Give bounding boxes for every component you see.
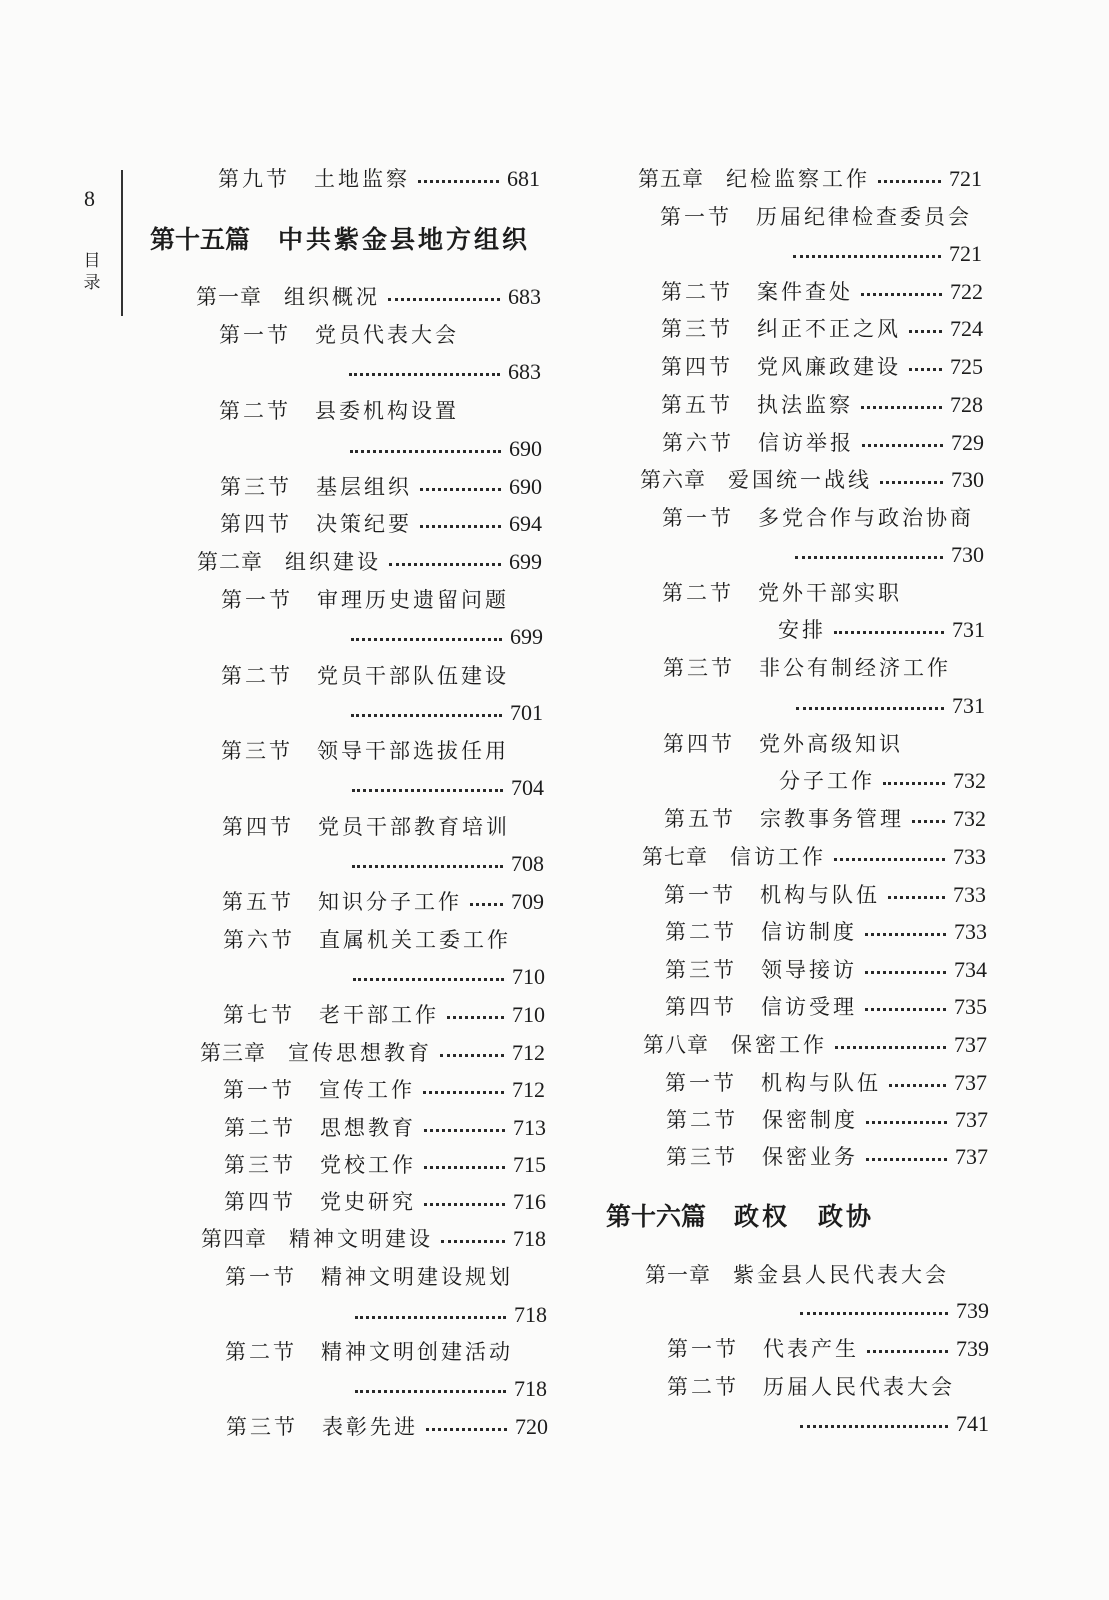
toc-entry-number: 第一节 (667, 1337, 739, 1361)
toc-page-number: 737 (955, 1144, 988, 1169)
toc-entry-title: 历届人民代表大会 (763, 1375, 955, 1399)
toc-entry-number: 第二节 (221, 664, 293, 688)
toc-entry-title: 审理历史遗留问题 (317, 588, 509, 612)
toc-page-number: 731 (952, 693, 985, 718)
dot-leader (420, 488, 501, 491)
toc-entry-number: 第三节 (663, 656, 735, 680)
toc-entry-title: 县委机构设置 (315, 399, 459, 423)
toc-page-number: 741 (956, 1411, 989, 1436)
dot-leader (424, 1203, 505, 1206)
dot-leader (424, 1129, 505, 1132)
toc-entry-title: 精神文明建设 (289, 1227, 433, 1251)
dot-leader (865, 971, 946, 974)
toc-entry-number: 第一章 (196, 285, 262, 309)
toc-entry-title: 保密工作 (731, 1033, 827, 1057)
toc-entry-number: 第一节 (662, 506, 734, 530)
toc-entry-title: 表彰先进 (322, 1415, 418, 1439)
toc-entry-section[interactable] (224, 1148, 546, 1182)
toc-entry-title: 宗教事务管理 (760, 807, 904, 831)
toc-entry-section[interactable] (665, 915, 987, 949)
toc-entry-section[interactable] (223, 998, 545, 1032)
toc-entry-section[interactable] (219, 318, 541, 352)
toc-entry-section[interactable] (220, 507, 542, 541)
toc-entry-section[interactable] (221, 659, 543, 693)
dot-leader (353, 978, 504, 981)
toc-entry-section[interactable] (224, 1111, 546, 1145)
dot-leader (866, 1158, 947, 1161)
dot-leader (420, 525, 501, 528)
toc-entry-number: 第三章 (200, 1041, 266, 1065)
toc-page-number: 710 (512, 964, 545, 989)
toc-entry-title: 思想教育 (320, 1116, 416, 1140)
toc-entry-number: 第六节 (223, 928, 295, 952)
toc-entry-title: 知识分子工作 (318, 890, 462, 914)
toc-entry-section[interactable] (224, 1185, 546, 1219)
toc-entry-number: 第九节 (218, 167, 290, 191)
toc-page-number: 721 (949, 166, 982, 191)
toc-page-number: 709 (511, 889, 544, 914)
toc-entry-section[interactable] (664, 802, 986, 836)
toc-entry-title: 执法监察 (757, 393, 853, 417)
toc-entry-number: 第二节 (662, 581, 734, 605)
dot-leader (834, 631, 944, 634)
toc-entry-title: 党外干部实职 (758, 581, 902, 605)
toc-entry-chapter[interactable] (640, 463, 984, 497)
toc-page-number: 699 (510, 624, 543, 649)
toc-entry-title: 信访受理 (761, 995, 857, 1019)
toc-entry-title: 土地监察 (314, 167, 410, 191)
toc-entry-section[interactable] (661, 350, 983, 384)
toc-entry-title: 信访举报 (758, 431, 854, 455)
toc-entry-section[interactable] (663, 651, 985, 685)
toc-page-number: 704 (511, 775, 544, 800)
toc-entry-title: 信访工作 (730, 845, 826, 869)
toc-page-number: 690 (509, 474, 542, 499)
toc-page-number: 737 (955, 1107, 988, 1132)
toc-entry-number: 第六章 (640, 468, 706, 492)
toc-entry-section[interactable] (222, 885, 544, 919)
toc-entry-title: 代表产生 (763, 1337, 859, 1361)
toc-entry-number: 第五节 (222, 890, 294, 914)
toc-entry-chapter[interactable] (642, 840, 986, 874)
dot-leader (889, 1084, 946, 1087)
toc-entry-contlabel[interactable] (778, 613, 985, 647)
dot-leader (350, 450, 501, 453)
toc-page-number: 728 (950, 392, 983, 417)
toc-entry-title: 历届纪律检查委员会 (756, 205, 972, 229)
dot-leader (865, 933, 946, 936)
toc-entry-number: 第七节 (223, 1003, 295, 1027)
toc-entry-number: 第二节 (661, 280, 733, 304)
toc-entry-title: 党史研究 (320, 1190, 416, 1214)
side-section-title: 目录 (83, 251, 101, 293)
dot-leader (909, 368, 942, 371)
dot-leader (880, 481, 943, 484)
toc-entry-title: 组织建设 (285, 550, 381, 574)
toc-page-number: 735 (954, 994, 987, 1019)
toc-entry-number: 第六节 (662, 431, 734, 455)
toc-entry-title: 领导干部选拔任用 (317, 739, 509, 763)
toc-entry-section[interactable] (223, 923, 545, 957)
toc-entry-section[interactable] (219, 394, 541, 428)
toc-entry-cont[interactable] (347, 1372, 547, 1406)
toc-entry-number: 第二节 (225, 1340, 297, 1364)
dot-leader (355, 1316, 506, 1319)
toc-entry-title: 案件查处 (757, 280, 853, 304)
toc-entry-cont[interactable] (342, 432, 542, 466)
toc-entry-number: 第一节 (223, 1078, 295, 1102)
toc-entry-title: 党员干部教育培训 (318, 815, 510, 839)
toc-entry-number: 第二节 (665, 920, 737, 944)
toc-entry-section[interactable] (225, 1260, 547, 1294)
toc-page-number: 683 (508, 284, 541, 309)
toc-entry-title: 安排 (778, 618, 826, 642)
dot-leader (861, 406, 942, 409)
toc-page-number: 739 (956, 1298, 989, 1323)
toc-entry-section[interactable] (662, 576, 984, 610)
toc-entry-title: 直属机关工委工作 (319, 928, 511, 952)
toc-entry-section[interactable] (225, 1335, 547, 1369)
dot-leader (865, 1008, 946, 1011)
toc-page-number: 681 (507, 166, 540, 191)
toc-page-number: 730 (951, 542, 984, 567)
toc-entry-number: 第四节 (661, 355, 733, 379)
toc-entry-title: 纠正不正之风 (757, 317, 901, 341)
toc-entry-title: 机构与队伍 (760, 883, 880, 907)
toc-entry-number: 第一章 (645, 1263, 711, 1287)
toc-entry-number: 第七章 (642, 845, 708, 869)
toc-entry-cont[interactable] (344, 847, 544, 881)
dot-leader (447, 1016, 504, 1019)
toc-entry-section[interactable] (665, 953, 987, 987)
toc-entry-chapter[interactable] (200, 1036, 545, 1070)
toc-page-number: 718 (513, 1226, 546, 1251)
dot-leader (835, 1046, 946, 1049)
toc-entry-title: 组织概况 (284, 285, 380, 309)
toc-entry-section[interactable] (665, 1066, 987, 1100)
toc-entry-number: 第一节 (660, 205, 732, 229)
toc-page-number: 721 (949, 241, 982, 266)
toc-entry-number: 第四章 (201, 1227, 267, 1251)
dot-leader (834, 858, 945, 861)
dot-leader (867, 1350, 948, 1353)
dot-leader (800, 1425, 948, 1428)
dot-leader (424, 1166, 505, 1169)
dot-leader (909, 330, 942, 333)
toc-entry-title: 多党合作与政治协商 (758, 506, 974, 530)
toc-page-number: 722 (950, 279, 983, 304)
toc-entry-cont[interactable] (345, 960, 545, 994)
toc-entry-title: 决策纪要 (316, 512, 412, 536)
toc-page-number: 724 (950, 316, 983, 341)
toc-entry-title: 非公有制经济工作 (759, 656, 951, 680)
side-divider (121, 170, 123, 316)
toc-entry-number: 第五节 (664, 807, 736, 831)
toc-entry-cont[interactable] (785, 237, 982, 271)
toc-entry-title: 爱国统一战线 (728, 468, 872, 492)
dot-leader (349, 373, 500, 376)
toc-entry-number: 第三节 (665, 958, 737, 982)
toc-page-number: 731 (952, 617, 985, 642)
toc-entry-contlabel[interactable] (779, 764, 986, 798)
toc-entry-title: 老干部工作 (319, 1003, 439, 1027)
toc-entry-cont[interactable] (347, 1298, 547, 1332)
toc-entry-number: 第三节 (220, 475, 292, 499)
dot-leader (795, 556, 943, 559)
toc-page-number: 683 (508, 359, 541, 384)
toc-page-number: 732 (953, 806, 986, 831)
toc-entry-section[interactable] (221, 734, 543, 768)
toc-entry-number: 第四节 (224, 1190, 296, 1214)
toc-entry-part[interactable] (606, 1197, 988, 1237)
toc-entry-number: 第四节 (665, 995, 737, 1019)
toc-entry-section[interactable] (661, 275, 983, 309)
toc-page-number: 733 (954, 919, 987, 944)
toc-entry-number: 第五章 (638, 167, 704, 191)
toc-entry-cont[interactable] (341, 355, 541, 389)
dot-leader (866, 1121, 947, 1124)
toc-entry-title: 机构与队伍 (761, 1071, 881, 1095)
toc-entry-section[interactable] (666, 1103, 988, 1137)
dot-leader (912, 820, 945, 823)
toc-entry-cont[interactable] (343, 620, 543, 654)
toc-page-number: 733 (953, 882, 986, 907)
toc-entry-part[interactable] (150, 220, 540, 260)
toc-entry-title: 精神文明建设规划 (321, 1265, 513, 1289)
toc-entry-title: 领导接访 (761, 958, 857, 982)
toc-entry-title: 纪检监察工作 (726, 167, 870, 191)
toc-entry-number: 第四节 (222, 815, 294, 839)
toc-entry-section[interactable] (667, 1370, 989, 1404)
toc-page-number: 737 (954, 1032, 987, 1057)
toc-entry-cont[interactable] (792, 1294, 989, 1328)
toc-entry-section[interactable] (218, 162, 540, 196)
toc-entry-number: 第三节 (226, 1415, 298, 1439)
dot-leader (351, 714, 502, 717)
toc-entry-section[interactable] (661, 388, 983, 422)
toc-entry-number: 第八章 (643, 1033, 709, 1057)
dot-leader (440, 1054, 504, 1057)
toc-entry-title: 分子工作 (779, 769, 875, 793)
toc-page-number: 713 (513, 1115, 546, 1140)
toc-entry-cont[interactable] (343, 696, 543, 730)
dot-leader (352, 865, 503, 868)
side-page-number: 8 (84, 186, 95, 211)
toc-page-number: 725 (950, 354, 983, 379)
toc-entry-section[interactable] (220, 470, 542, 504)
dot-leader (426, 1428, 507, 1431)
toc-entry-number: 第三节 (661, 317, 733, 341)
toc-page-number: 710 (512, 1002, 545, 1027)
toc-entry-section[interactable] (665, 990, 987, 1024)
toc-entry-title: 党校工作 (320, 1153, 416, 1177)
dot-leader (388, 298, 500, 301)
toc-entry-number: 第十六篇 (606, 1202, 707, 1231)
toc-page-number: 699 (509, 549, 542, 574)
toc-entry-number: 第五节 (661, 393, 733, 417)
toc-entry-title: 基层组织 (316, 475, 412, 499)
toc-entry-chapter[interactable] (643, 1028, 987, 1062)
toc-page-number: 712 (512, 1040, 545, 1065)
dot-leader (800, 1312, 948, 1315)
toc-entry-section[interactable] (666, 1140, 988, 1174)
toc-entry-number: 第三节 (666, 1145, 738, 1169)
toc-page-number: 720 (515, 1414, 548, 1439)
toc-page-number: 730 (951, 467, 984, 492)
toc-entry-section[interactable] (226, 1410, 548, 1444)
toc-page-number: 715 (513, 1152, 546, 1177)
dot-leader (423, 1091, 504, 1094)
toc-entry-section[interactable] (660, 200, 982, 234)
toc-entry-section[interactable] (221, 583, 543, 617)
toc-entry-title: 党员代表大会 (315, 323, 459, 347)
toc-entry-section[interactable] (664, 878, 986, 912)
toc-page-number: 737 (954, 1070, 987, 1095)
toc-entry-cont[interactable] (787, 538, 984, 572)
toc-page-number: 733 (953, 844, 986, 869)
toc-entry-number: 第四节 (663, 732, 735, 756)
dot-leader (861, 293, 942, 296)
toc-entry-number: 第一节 (219, 323, 291, 347)
toc-entry-title: 党风廉政建设 (757, 355, 901, 379)
toc-entry-number: 第一节 (664, 883, 736, 907)
toc-entry-section[interactable] (663, 727, 985, 761)
dot-leader (470, 903, 503, 906)
dot-leader (352, 789, 503, 792)
toc-entry-title: 宣传工作 (319, 1078, 415, 1102)
toc-page-number: 718 (514, 1376, 547, 1401)
toc-page-number: 701 (510, 700, 543, 725)
dot-leader (389, 563, 501, 566)
toc-entry-chapter[interactable] (196, 280, 541, 314)
toc-page-number: 718 (514, 1302, 547, 1327)
toc-page-number: 739 (956, 1336, 989, 1361)
toc-entry-title: 党外高级知识 (759, 732, 903, 756)
toc-entry-cont[interactable] (792, 1407, 989, 1441)
toc-entry-number: 第三节 (224, 1153, 296, 1177)
toc-page-number: 690 (509, 436, 542, 461)
toc-entry-title: 党员干部队伍建设 (317, 664, 509, 688)
toc-entry-title: 信访制度 (761, 920, 857, 944)
dot-leader (793, 255, 941, 258)
toc-entry-chapter[interactable] (201, 1222, 546, 1256)
toc-entry-number: 第十五篇 (150, 225, 251, 254)
dot-leader (888, 896, 945, 899)
toc-entry-title: 紫金县人民代表大会 (733, 1263, 949, 1287)
dot-leader (883, 782, 945, 785)
toc-page-number: 712 (512, 1077, 545, 1102)
toc-entry-title: 保密业务 (762, 1145, 858, 1169)
toc-entry-number: 第二节 (666, 1108, 738, 1132)
toc-entry-chapter[interactable] (638, 162, 982, 196)
toc-page-number: 716 (513, 1189, 546, 1214)
toc-entry-number: 第一节 (221, 588, 293, 612)
dot-leader (355, 1390, 506, 1393)
toc-entry-number: 第二节 (219, 399, 291, 423)
toc-entry-section[interactable] (661, 312, 983, 346)
toc-entry-number: 第二节 (667, 1375, 739, 1399)
toc-page-number: 694 (509, 511, 542, 536)
dot-leader (862, 444, 943, 447)
dot-leader (441, 1240, 505, 1243)
toc-entry-title: 宣传思想教育 (288, 1041, 432, 1065)
toc-entry-number: 第三节 (221, 739, 293, 763)
toc-entry-title: 中共紫金县地方组织 (278, 225, 531, 254)
toc-entry-section[interactable] (667, 1332, 989, 1366)
toc-entry-number: 第二章 (197, 550, 263, 574)
toc-entry-number: 第一节 (665, 1071, 737, 1095)
toc-page-number: 734 (954, 957, 987, 982)
toc-entry-chapter[interactable] (645, 1258, 989, 1292)
toc-entry-number: 第一节 (225, 1265, 297, 1289)
toc-entry-title: 保密制度 (762, 1108, 858, 1132)
dot-leader (878, 180, 941, 183)
toc-entry-number: 第二节 (224, 1116, 296, 1140)
dot-leader (796, 707, 944, 710)
toc-entry-title: 政权 政协 (734, 1202, 875, 1231)
dot-leader (418, 180, 499, 183)
toc-entry-title: 精神文明创建活动 (321, 1340, 513, 1364)
toc-page-number: 729 (951, 430, 984, 455)
toc-entry-cont[interactable] (344, 771, 544, 805)
toc-entry-section[interactable] (222, 810, 544, 844)
toc-entry-cont[interactable] (788, 689, 985, 723)
toc-entry-section[interactable] (662, 501, 984, 535)
toc-page-number: 708 (511, 851, 544, 876)
toc-page-number: 732 (953, 768, 986, 793)
toc-entry-section[interactable] (223, 1073, 545, 1107)
dot-leader (351, 638, 502, 641)
toc-entry-section[interactable] (662, 426, 984, 460)
toc-entry-chapter[interactable] (197, 545, 542, 579)
toc-entry-number: 第四节 (220, 512, 292, 536)
